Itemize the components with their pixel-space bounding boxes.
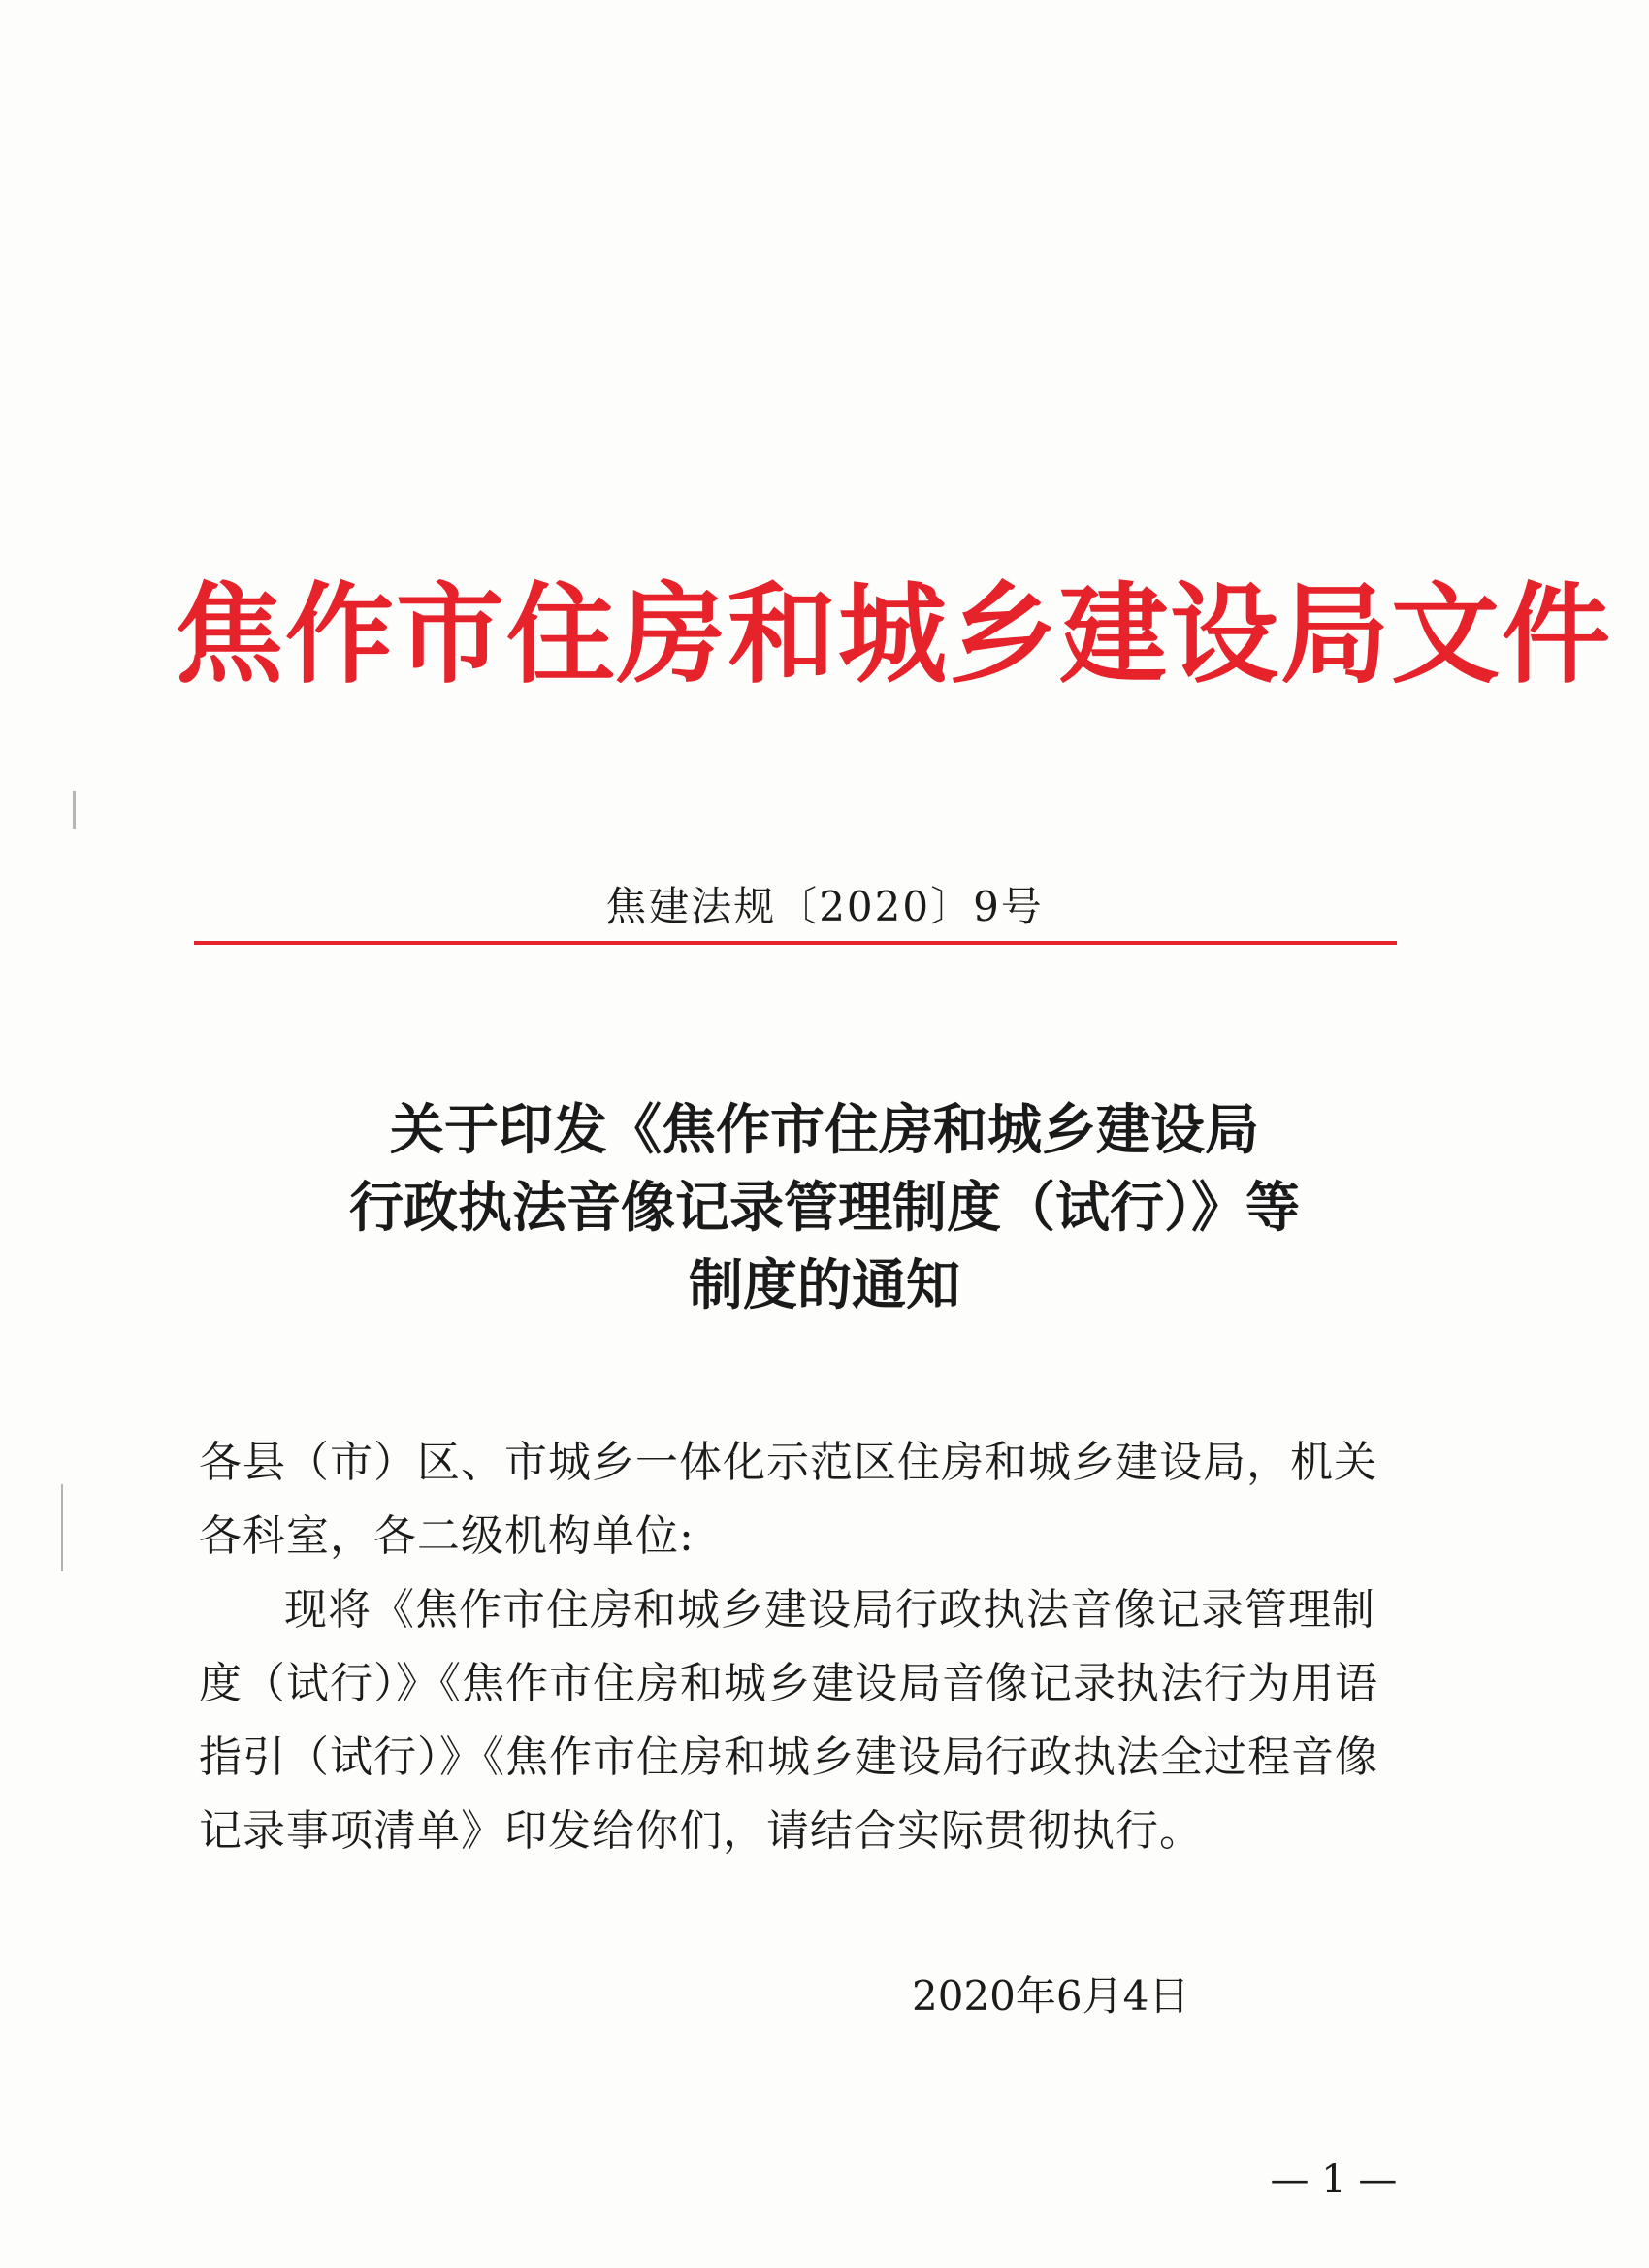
issuing-agency-header: 焦作市住房和城乡建设局文件 xyxy=(175,572,1612,698)
scan-artifact-mark xyxy=(61,1484,63,1571)
document-number: 焦建法规〔2020〕9号 xyxy=(605,883,1044,930)
red-separator-line xyxy=(194,941,1397,945)
notice-title-line-3: 制度的通知 xyxy=(689,1253,960,1317)
scan-artifact-mark xyxy=(73,791,76,829)
notice-title xyxy=(146,1091,1504,1324)
body-paragraph: 现将《焦作市住房和城乡建设局行政执法音像记录管理制度（试行）》《焦作市住房和城乡建设局音像记录执法行为用语指引（试行）》《焦作市住房和城乡建设局行政执法全过程音像记录事项清单》印发给你们，请结合实际贯彻执行。 xyxy=(199,1585,1378,1856)
notice-title-line-1: 关于印发《焦作市住房和城乡建设局 xyxy=(390,1098,1259,1162)
page-number: — 1 — xyxy=(1270,2157,1398,2202)
notice-body xyxy=(199,1426,1402,1868)
issue-date: 2020年6月4日 xyxy=(912,1972,1190,2020)
recipient-line: 各县（市）区、市城乡一体化示范区住房和城乡建设局，机关各科室，各二级机构单位: xyxy=(199,1438,1377,1561)
notice-title-line-2: 行政执法音像记录管理制度（试行）》等 xyxy=(349,1176,1300,1240)
